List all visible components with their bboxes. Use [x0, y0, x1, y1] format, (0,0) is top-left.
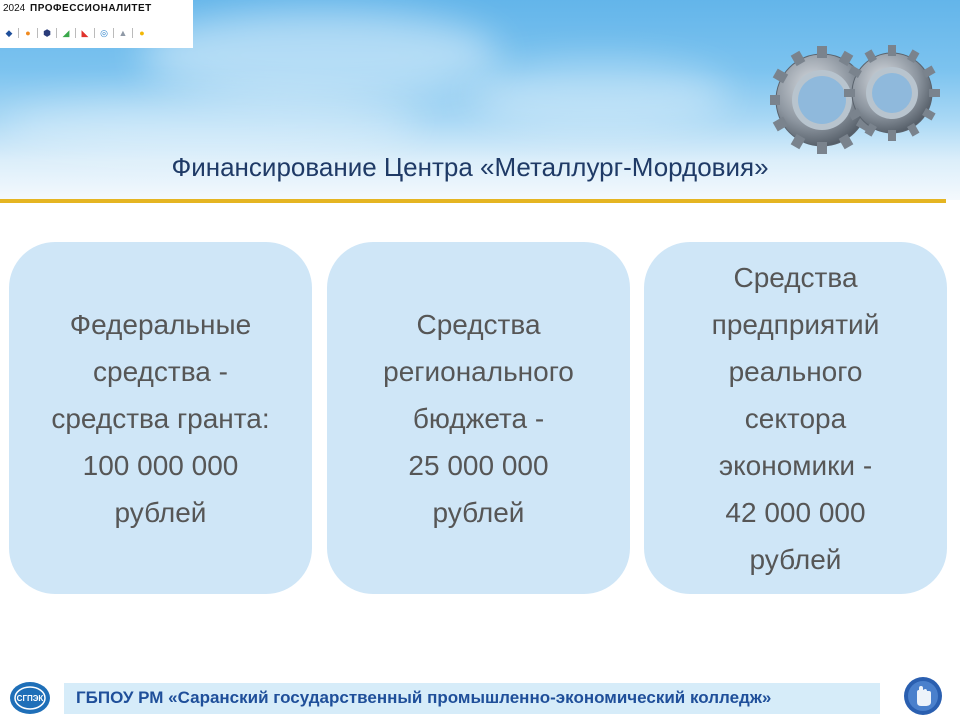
- logo-icon-row: [4, 28, 147, 38]
- logo-wordmark: ПРОФЕССИОНАЛИТЕТ: [30, 3, 152, 14]
- red-shape-icon: ◣: [81, 28, 89, 38]
- page-title: Финансирование Центра «Металлург-Мордовия»: [171, 152, 769, 182]
- yellow-shape-icon: ●: [139, 28, 145, 38]
- funding-card-regional: [327, 242, 630, 594]
- banner-glow: [0, 95, 420, 155]
- card-text: Федеральные средства - средства гранта: 100 000 000 рублей: [51, 308, 270, 528]
- card-text: Средства регионального бюджета - 25 000 000 рублей: [383, 308, 574, 528]
- blue-shape-icon: ◆: [5, 28, 13, 38]
- title-divider: [0, 199, 946, 203]
- target-icon: ◎: [100, 28, 108, 38]
- orange-shape-icon: ●: [25, 28, 31, 38]
- hand-icon: [903, 676, 943, 716]
- banner-glow: [470, 60, 730, 130]
- funding-card-federal: [9, 242, 312, 594]
- mountain-icon: ▲: [118, 28, 128, 38]
- college-logo-text: СГПЭК: [16, 694, 44, 703]
- green-leaf-icon: ◢: [62, 28, 70, 38]
- navy-shape-icon: ⬢: [43, 28, 51, 38]
- footer-college-name: ГБПОУ РМ «Саранский государственный промышленно-экономический колледж»: [76, 688, 772, 707]
- logo-year: 2024: [3, 3, 26, 14]
- professionalitet-logo: [0, 0, 193, 48]
- card-text: Средства предприятий реального сектора экономики - 42 000 000 рублей: [711, 261, 880, 575]
- banner-glow: [140, 10, 500, 100]
- college-logo: [8, 678, 52, 716]
- funding-card-enterprises: [644, 242, 947, 594]
